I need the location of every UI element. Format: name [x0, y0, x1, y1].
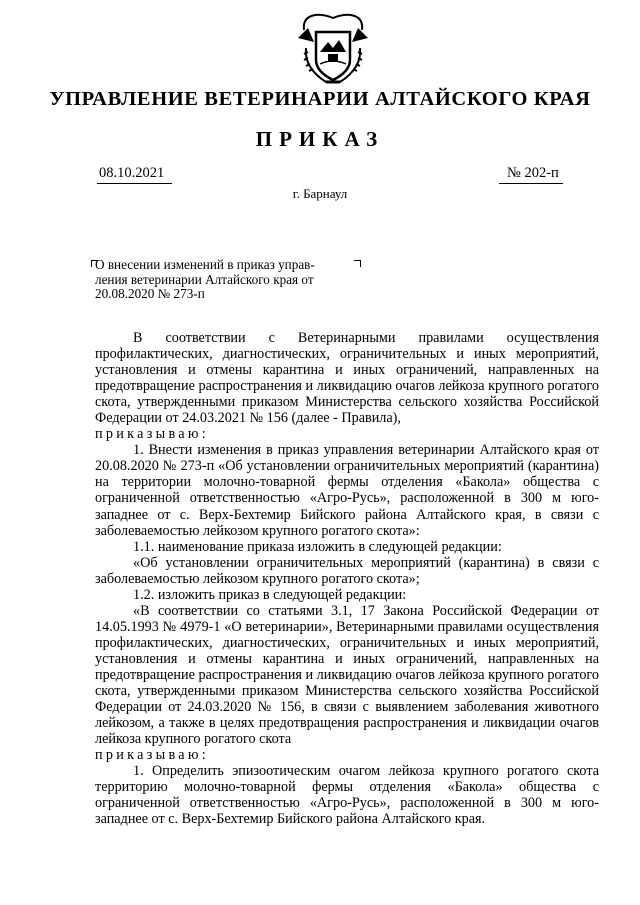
preamble-paragraph: В соответствии с Ветеринарными правилами осуществления профилактических, диагностических, ограничительных и иных мероприятий, установления и отмены карантина и иных ограничений, направленных на предотвращение распространения и ликвидацию очагов лейкоза крупного рогатого скота, утвержденными приказом Министерства сельского хозяйства Российской Федерации от 24.03.2021 № 156 (далее - Правила), [95, 330, 599, 427]
new-preamble-paragraph: «В соответствии со статьями 3.1, 17 Закона Российской Федерации от 14.05.1993 № 4979-1 «О ветеринарии», Ветеринарными правилами осуществления профилактических, диагностических, ограничительных и иных мероприятий, установления и отмены карантина и иных ограничений, направленных на предотвращение распространения и ликвидацию очагов лейкоза крупного рогатого скота, утвержденными приказом Министерства сельского хозяйства Российской Федерации от 24.03.2020 № 156, в связи с выявлением заболевания животного лейкозом, а также в целях предотвращения распространения и ликвидации очагов лейкоза крупного рогатого скота [95, 602, 599, 748]
city-name: г. Барнаул [292, 186, 348, 201]
subject-bracket-left [91, 260, 98, 267]
new-title-paragraph: «Об установлении ограничительных мероприятий (карантина) в связи с заболеваемостью лейкозом крупного рогатого скота»; [95, 554, 599, 587]
clause-1-paragraph: 1. Внести изменения в приказ управления ветеринарии Алтайского края от 20.08.2020 № 273-п «Об установлении ограничительных мероприятий (карантина) на территории молочно-товарной фермы отделения «Бакола» общества с ограниченной ответственностью «Агро-Русь», расположенной в 300 м юго-западнее от с. Верх-Бехтемир Бийского района Алтайского края, в связи с заболеваемостью лейкозом крупного рогатого скота»: [95, 442, 599, 539]
subject-line: ления ветеринарии Алтайского края от [95, 271, 314, 287]
subject-line: О внесении изменений в приказ управ- [95, 257, 315, 272]
clause-1-2-paragraph: 1.2. изложить приказ в следующей редакции: [133, 586, 407, 603]
subject-line: 20.08.2020 № 273-п [95, 286, 205, 302]
clause-1-1-paragraph: 1.1. наименование приказа изложить в следующей редакции: [133, 538, 502, 555]
coat-of-arms-emblem [296, 8, 370, 86]
organization-name: УПРАВЛЕНИЕ ВЕТЕРИНАРИИ АЛТАЙСКОГО КРАЯ [49, 88, 591, 110]
order-number: № 202-п [499, 165, 563, 184]
subject-bracket-right [354, 260, 361, 267]
order-word: приказываю: [95, 426, 210, 443]
document-type: ПРИКАЗ [255, 127, 385, 151]
order-word: приказываю: [95, 747, 210, 764]
order-date: 08.10.2021 [97, 165, 172, 184]
order-subject [95, 258, 365, 302]
new-clause-1-paragraph: 1. Определить эпизоотическим очагом лейкоза крупного рогатого скота территорию молочно-товарной фермы отделения «Бакола» общества с ограниченной ответственностью «Агро-Русь», расположенной в 300 м юго-западнее от с. Верх-Бехтемир Бийского района Алтайского края. [95, 763, 599, 828]
order-body [95, 330, 599, 827]
